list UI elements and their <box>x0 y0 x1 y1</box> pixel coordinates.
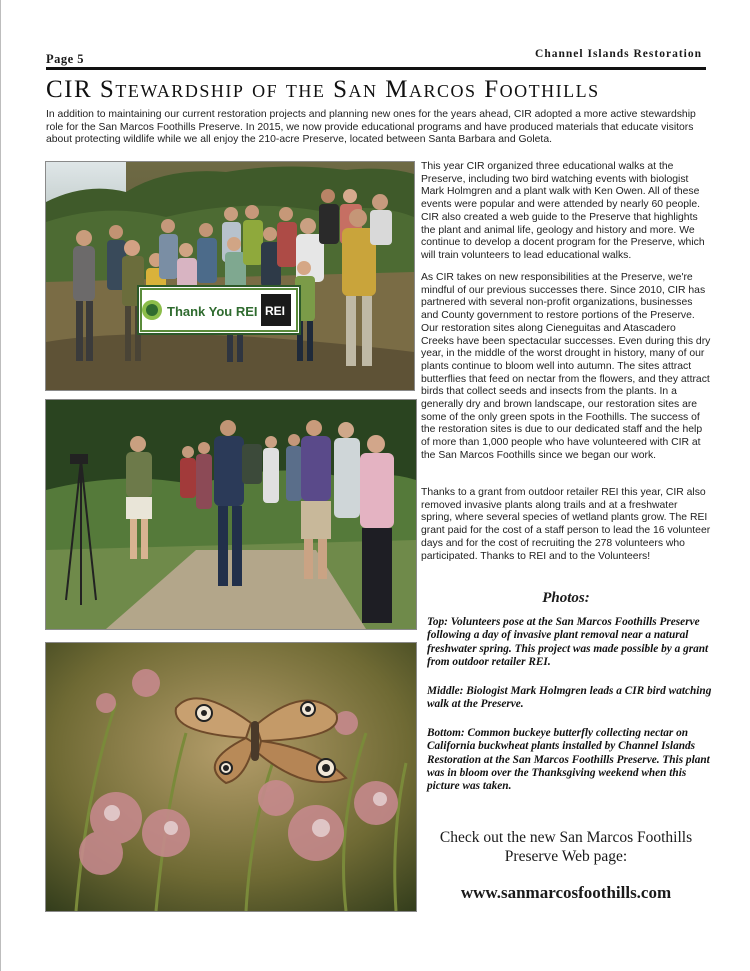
page-header <box>46 48 706 66</box>
para-1-text: This year CIR organized three educational walks at the Preserve, including two bird watching events with biologist Mark Holmgren and a plant walk with Ken Owen. All of these events were popular and were attended by nearly 60 people. CIR also created a web guide to the Preserve that highlights the plant and animal life, geology and history and more. We continue to develop a docent program for the Preserve, which will train volunteers to lead educational walks. <box>421 161 705 261</box>
web-url-link[interactable]: www.sanmarcosfoothills.com <box>460 883 672 902</box>
page-number: Page 5 <box>46 52 85 66</box>
banner-text: Thank You REI <box>167 304 258 319</box>
para-3-text: Thanks to a grant from outdoor retailer REI this year, CIR also removed invasive plants along trails and at a freshwater spring, where several species of wetland plants grow. The REI grant paid for the cost of a staff person to lead the 16 volunteer days and for the cost of recruiting the 278 volunteers who participated. Thanks to REI and to the Volunteers! <box>421 487 711 562</box>
article-intro: In addition to maintaining our current restoration projects and planning new ones for the years ahead, CIR adopted a more active stewardship role for the San Marcos Foothills Preserve. In 2015, we now provide educational programs and have produced materials that educate visitors about protecting wildlife while we all enjoy the 210-acre Preserve, located between Santa Barbara and Goleta. <box>46 109 696 146</box>
butterfly-photo <box>45 642 417 912</box>
publication-name: Channel Islands Restoration <box>535 48 702 60</box>
body-paragraph-2 <box>421 272 711 463</box>
para-2-text: As CIR takes on new responsibilities at the Preserve, we're mindful of our previous successes there. Since 2010, CIR has partnered with several non-profit organizations, businesses and County government to restore portions of the Preserve. Our restoration sites along Cieneguitas and Atascadero Creeks have been spectacular successes. Even during this dry year, in the middle of the worst drought in history, many of our plants continue to bloom well into autumn. The sites attract butterflies that feed on nectar from the flowers, and they attract birds that collect seeds and insects from the plants. In a generally dry and brown landscape, our restoration sites are some of the only green spots in the Foothills. The success of the restoration sites is due to our dedicated staff and the help of more than 1,000 people who have volunteered with CIR at the San Marcos Foothills since we began our work. <box>421 272 711 461</box>
caption-top: Top: Volunteers pose at the San Marcos Foothills Preserve following a day of invasive plant removal near a natural freshwater spring. This project was made possible by a grant from outdoor retailer REI. <box>427 616 709 668</box>
body-paragraph-3 <box>421 487 711 563</box>
web-callout: Check out the new San Marcos Foothills Preserve Web page: <box>439 829 693 865</box>
caption-bottom: Bottom: Common buckeye butterfly collecting nectar on California buckwheat plants installed by Channel Islands Restoration at the San Marcos Foothills Preserve. This plant was in bloom over the Thanksgiving weekend when this picture was taken. <box>427 727 710 793</box>
body-paragraph-1 <box>421 161 711 263</box>
volunteers-photo <box>45 161 415 391</box>
rei-logo: REI <box>265 304 286 318</box>
header-rule <box>46 67 706 70</box>
caption-middle: Middle: Biologist Mark Holmgren leads a CIR bird watching walk at the Preserve. <box>427 685 712 711</box>
article-title: CIR Stewardship of the San Marcos Foothills <box>46 76 600 103</box>
bird-walk-photo <box>45 399 417 630</box>
photos-heading: Photos: <box>542 590 590 606</box>
page-edge <box>0 0 1 971</box>
